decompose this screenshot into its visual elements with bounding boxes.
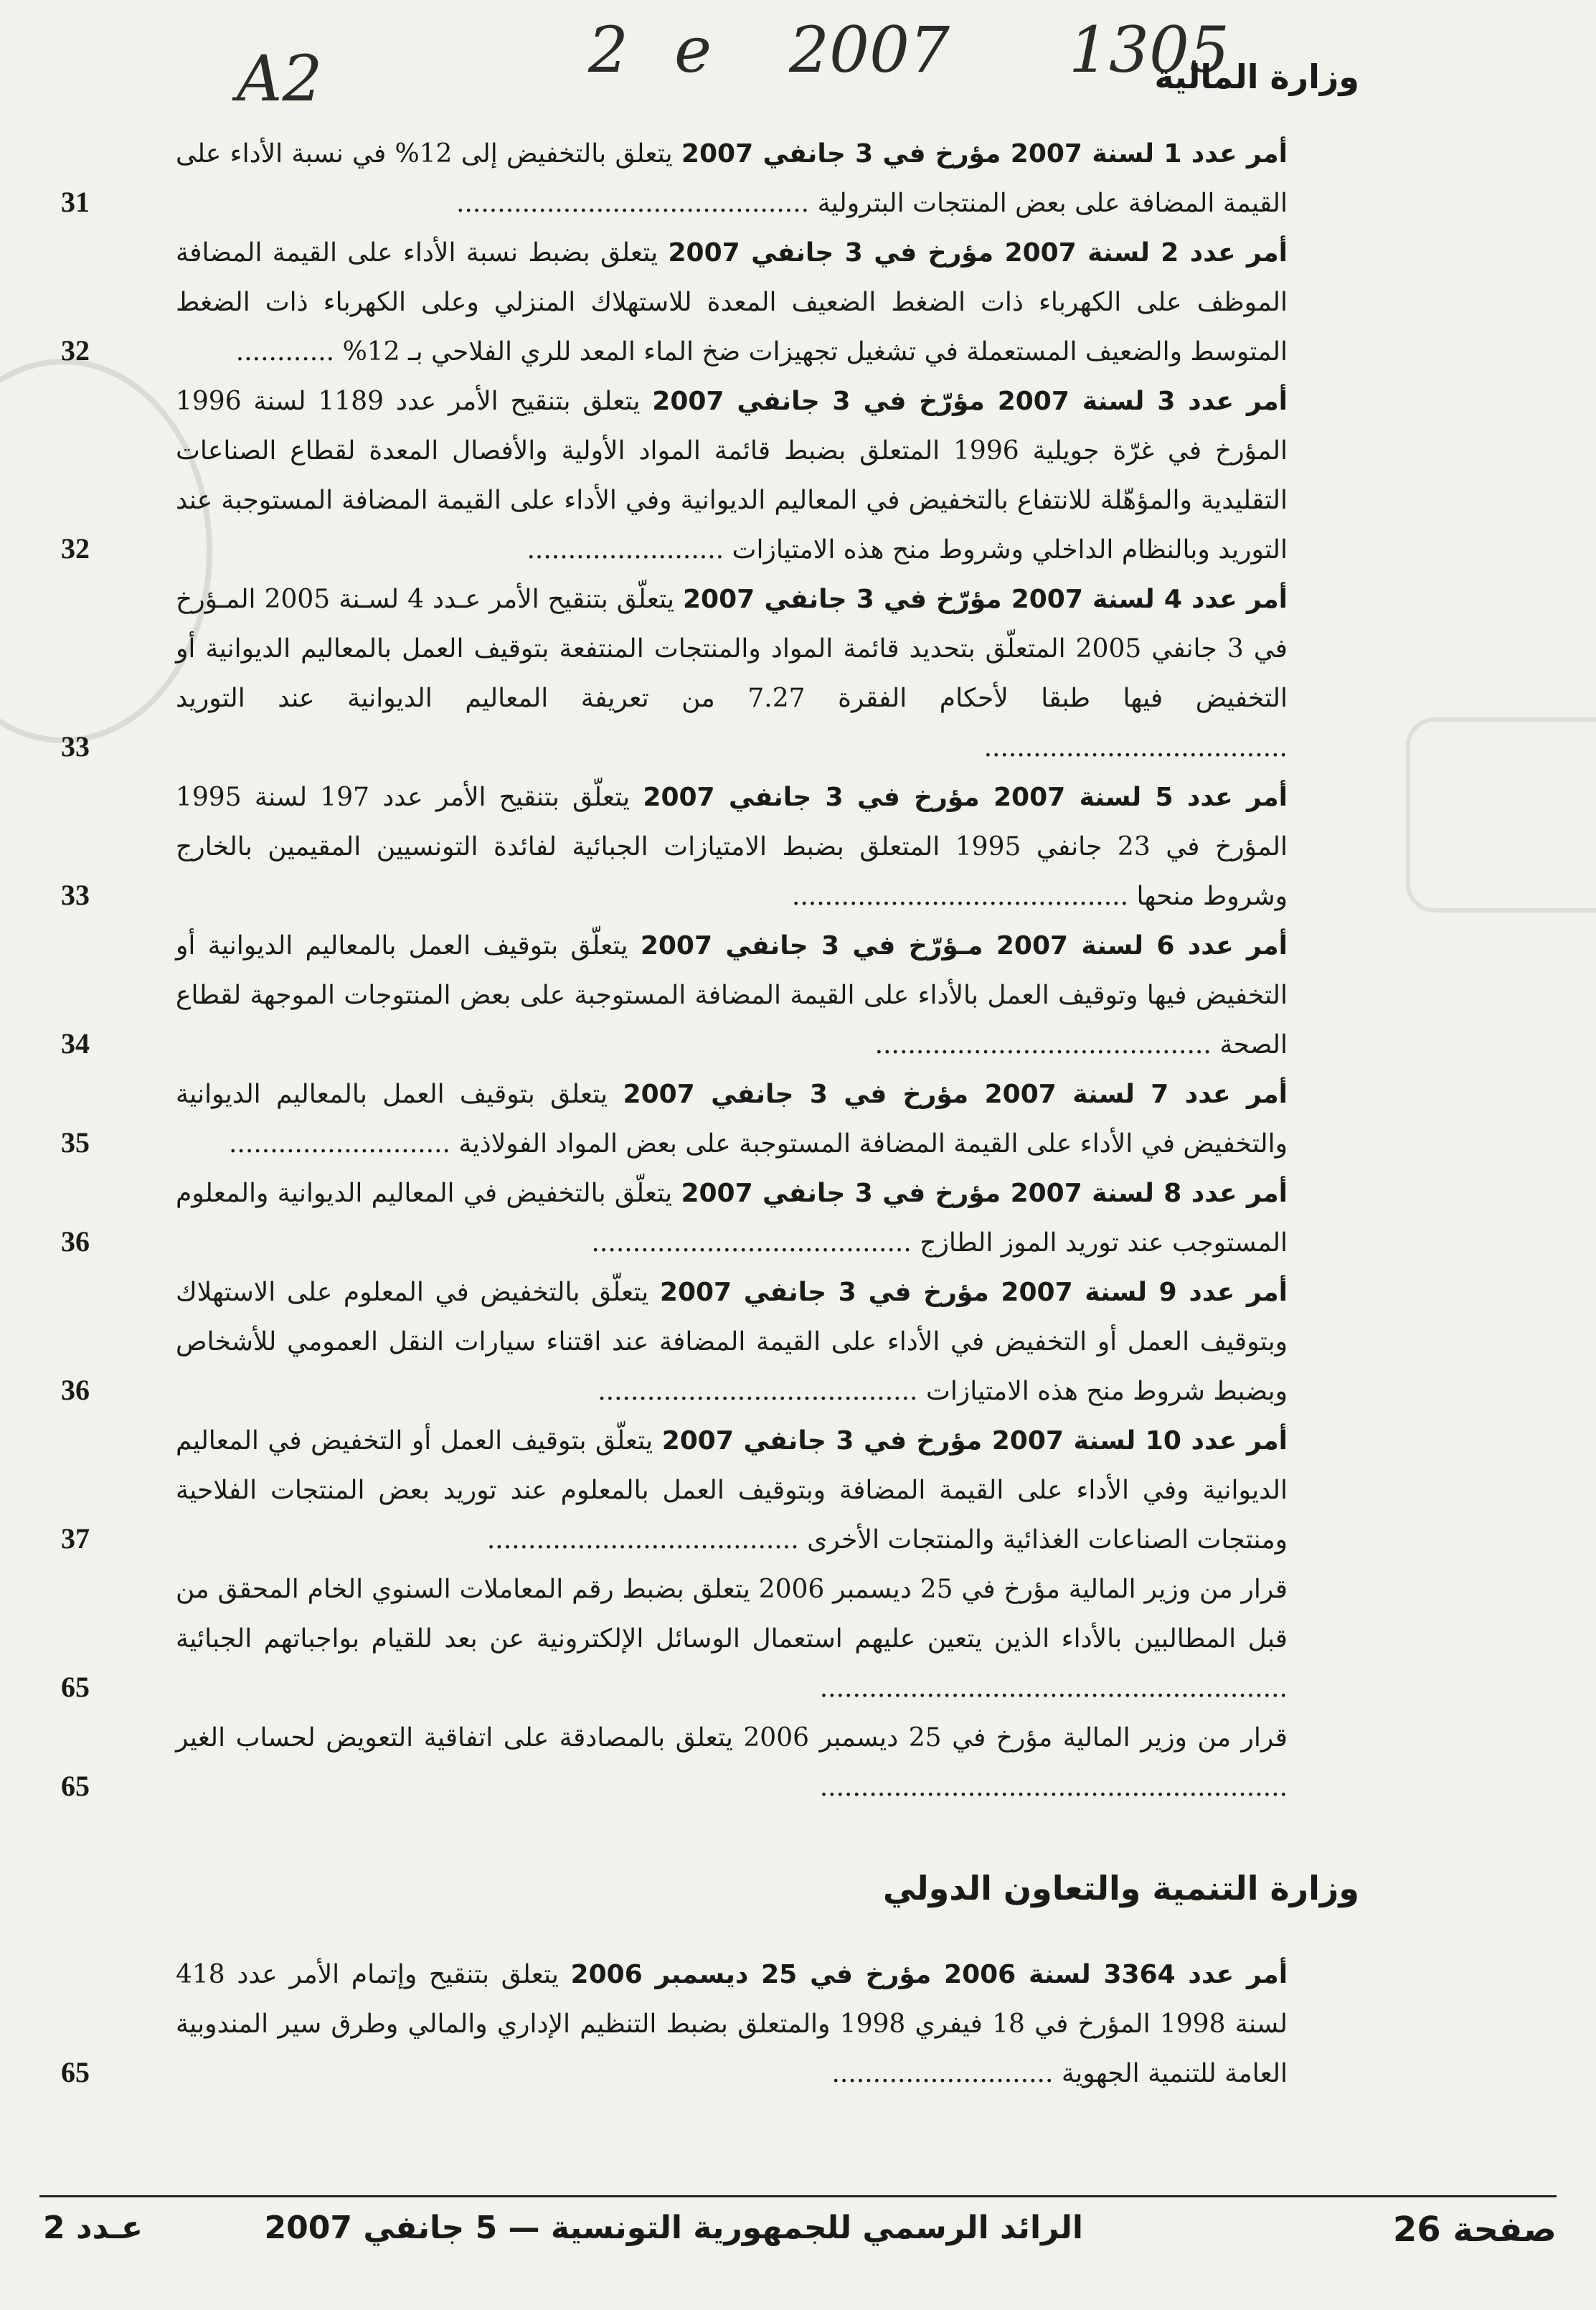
entry-text bbox=[176, 377, 1288, 575]
entry-page-number: 65 bbox=[61, 1770, 90, 1802]
footer-divider bbox=[39, 2195, 1557, 2197]
handwritten-letter: e bbox=[674, 13, 712, 87]
entry-description: يتعلّق بالتخفيض في المعاليم الديوانية والمعلوم المستوجب عند توريد الموز الطازج bbox=[176, 1179, 1288, 1258]
finance-entries-list bbox=[61, 129, 1288, 1812]
entry-description: يتعلق بالتخفيض إلى 12% في نسبة الأداء على القيمة المضافة على بعض المنتجات البترولية bbox=[176, 139, 1288, 218]
entry-leader-dots: ....................................... bbox=[598, 1377, 918, 1406]
entry-text bbox=[176, 1070, 1288, 1169]
entry-description: يتعلق بتنقيح وإتمام الأمر عدد 418 لسنة 1998 المؤرخ في 18 فيفري 1998 والمتعلق بضبط التنظيم الإداري والمالي وطرق سير المندوبية العامة للتنمية الجهوية bbox=[176, 1960, 1288, 2088]
entry-page-number: 36 bbox=[61, 1374, 90, 1406]
entry-description: يتعلق بضبط نسبة الأداء على القيمة المضافة الموظف على الكهرباء ذات الضغط الضعيف المعدة للاستهلاك المنزلي وعلى الكهرباء ذات الضغط المتوسط والضعيف المستعملة في تشغيل تجهيزات ضخ الماء المعد للري الفلاحي بـ 12% bbox=[176, 238, 1288, 367]
entry-text bbox=[176, 921, 1288, 1070]
entry-lead: أمر عدد 3 لسنة 2007 مؤرّخ في 3 جانفي 2007 bbox=[652, 387, 1288, 416]
entry-leader-dots: ........................... bbox=[831, 2059, 1054, 2088]
entry-page-number: 31 bbox=[61, 186, 90, 218]
entry-description: يتعلّق بتنقيح الأمر عدد 197 لسنة 1995 المؤرخ في 23 جانفي 1995 المتعلق بضبط الامتيازات الجبائية لفائدة التونسيين المقيمين بالخارج وشروط منحها bbox=[176, 783, 1288, 911]
entry-lead: أمر عدد 10 لسنة 2007 مؤرخ في 3 جانفي 2007 bbox=[661, 1426, 1288, 1456]
footer-issue-number: عـدد 2 bbox=[43, 2210, 143, 2246]
entry-description: قرار من وزير المالية مؤرخ في 25 ديسمبر 2006 يتعلق بضبط رقم المعاملات السنوي الخام المحقق من قبل المطالبين بالأداء الذين يتعين عليهم استعمال الوسائل الإلكترونية عن بعد للقيام بواجباتهم الجبائية bbox=[176, 1575, 1288, 1654]
entry-page-number: 37 bbox=[61, 1522, 90, 1555]
entry-page-number: 32 bbox=[61, 532, 90, 565]
entry-leader-dots: ....................................... bbox=[591, 1228, 912, 1258]
entry-page-number: 35 bbox=[61, 1126, 90, 1159]
section-title-development: وزارة التنمية والتعاون الدولي bbox=[882, 1869, 1359, 1908]
entry-text bbox=[176, 129, 1288, 228]
entry-page-number: 32 bbox=[61, 334, 90, 367]
entry-lead: أمر عدد 5 لسنة 2007 مؤرخ في 3 جانفي 2007 bbox=[643, 783, 1288, 812]
entry-page-number: 65 bbox=[61, 1671, 90, 1703]
toc-entry bbox=[61, 773, 1288, 921]
development-entries-list bbox=[61, 1950, 1288, 2098]
handwritten-code: A2 bbox=[237, 42, 323, 116]
entry-text bbox=[176, 1416, 1288, 1565]
toc-entry bbox=[61, 1416, 1288, 1565]
entry-leader-dots: ...................................... bbox=[486, 1525, 799, 1555]
entry-page-number: 33 bbox=[61, 879, 90, 911]
entry-leader-dots: ........................................... bbox=[456, 189, 810, 218]
toc-entry bbox=[61, 575, 1288, 773]
toc-entry bbox=[61, 1713, 1288, 1812]
toc-entry bbox=[61, 377, 1288, 575]
toc-entry bbox=[61, 1169, 1288, 1268]
page-footer bbox=[43, 2210, 1557, 2267]
entry-page-number: 36 bbox=[61, 1225, 90, 1258]
entry-description: يتعلق بتنقيح الأمر عدد 1189 لسنة 1996 المؤرخ في غرّة جويلية 1996 المتعلق بضبط قائمة المواد الأولية والأفصال المعدة لقطاع الصناعات التقليدية والمؤهّلة للانتفاع بالتخفيض في المعاليم الديوانية وفي الأداء على القيمة المضافة المستوجبة عند التوريد وبالنظام الداخلي وشروط منح هذه الامتيازات bbox=[176, 387, 1288, 565]
entry-text bbox=[176, 1950, 1288, 2098]
entry-leader-dots: ......................................................... bbox=[819, 1674, 1288, 1703]
toc-entry bbox=[61, 1565, 1288, 1713]
entry-text bbox=[176, 1169, 1288, 1268]
entry-lead: أمر عدد 2 لسنة 2007 مؤرخ في 3 جانفي 2007 bbox=[668, 238, 1288, 268]
entry-lead: أمر عدد 1 لسنة 2007 مؤرخ في 3 جانفي 2007 bbox=[681, 139, 1288, 169]
toc-entry bbox=[61, 1070, 1288, 1169]
entry-leader-dots: ..................................... bbox=[983, 733, 1288, 763]
entry-text bbox=[176, 773, 1288, 921]
handwritten-number: 1305 bbox=[1069, 13, 1229, 87]
toc-entry bbox=[61, 1268, 1288, 1416]
entry-leader-dots: ......................................... bbox=[874, 1030, 1212, 1060]
entry-description: يتعلّق بتوقيف العمل بالمعاليم الديوانية أو التخفيض فيها وتوقيف العمل بالأداء على القيمة المضافة المستوجبة على بعض المنتوجات الموجهة لقطاع الصحة bbox=[176, 931, 1288, 1060]
entry-lead: أمر عدد 3364 لسنة 2006 مؤرخ في 25 ديسمبر 2006 bbox=[570, 1960, 1288, 1989]
entry-text bbox=[176, 1565, 1288, 1713]
toc-entry bbox=[61, 1950, 1288, 2098]
entry-leader-dots: ......................................... bbox=[791, 882, 1129, 911]
handwritten-year: 2007 bbox=[789, 13, 950, 87]
toc-entry bbox=[61, 921, 1288, 1070]
entry-lead: أمر عدد 7 لسنة 2007 مؤرخ في 3 جانفي 2007 bbox=[623, 1080, 1288, 1109]
footer-page-number: صفحة 26 bbox=[1392, 2210, 1557, 2250]
entry-leader-dots: ........................... bbox=[228, 1129, 450, 1159]
entry-text bbox=[176, 575, 1288, 773]
entry-description: يتعلّق بتنقيح الأمر عـدد 4 لسـنة 2005 المـؤرخ في 3 جانفي 2005 المتعلّق بتحديد قائمة المواد والمنتجات المنتفعة بتوقيف العمل بالمعاليم الديوانية أو التخفيض فيها طبقا لأحكام الفقرة 7.27 من تعريفة المعاليم الديوانية عند التوريد bbox=[176, 585, 1288, 713]
entry-page-number: 33 bbox=[61, 730, 90, 763]
toc-entry bbox=[61, 228, 1288, 377]
entry-leader-dots: ............ bbox=[235, 337, 335, 367]
entry-leader-dots: ........................ bbox=[527, 535, 724, 565]
entry-description: يتعلّق بالتخفيض في المعلوم على الاستهلاك وبتوقيف العمل أو التخفيض في الأداء على القيمة المضافة عند اقتناء سيارات النقل العمومي للأشخاص وبضبط شروط منح هذه الامتيازات bbox=[176, 1278, 1288, 1406]
faded-stamp-right bbox=[1406, 717, 1596, 913]
entry-text bbox=[176, 228, 1288, 377]
entry-text bbox=[176, 1713, 1288, 1812]
entry-lead: أمر عدد 8 لسنة 2007 مؤرخ في 3 جانفي 2007 bbox=[681, 1179, 1288, 1208]
footer-journal-title: الرائد الرسمي للجمهورية التونسية — 5 جانفي 2007 bbox=[264, 2210, 1083, 2246]
handwritten-annotation bbox=[215, 13, 1229, 116]
entry-description: يتعلق بتوقيف العمل بالمعاليم الديوانية والتخفيض في الأداء على القيمة المضافة المستوجبة على بعض المواد الفولاذية bbox=[176, 1080, 1288, 1159]
entry-description: يتعلّق بتوقيف العمل أو التخفيض في المعاليم الديوانية وفي الأداء على القيمة المضافة وبتوقيف العمل بالمعلوم عند توريد بعض المنتجات الفلاحية ومنتجات الصناعات الغذائية والمنتجات الأخرى bbox=[176, 1426, 1288, 1555]
entry-lead: أمر عدد 6 لسنة 2007 مـؤرّخ في 3 جانفي 2007 bbox=[640, 931, 1288, 961]
entry-page-number: 34 bbox=[61, 1027, 90, 1060]
toc-entry bbox=[61, 129, 1288, 228]
entry-description: قرار من وزير المالية مؤرخ في 25 ديسمبر 2006 يتعلق بالمصادقة على اتفاقية التعويض لحساب الغير bbox=[176, 1723, 1288, 1753]
section-title-finance: وزارة المالية bbox=[1154, 57, 1359, 96]
entry-lead: أمر عدد 9 لسنة 2007 مؤرخ في 3 جانفي 2007 bbox=[659, 1278, 1288, 1307]
entry-leader-dots: ......................................................... bbox=[819, 1773, 1288, 1802]
entry-text bbox=[176, 1268, 1288, 1416]
entry-lead: أمر عدد 4 لسنة 2007 مؤرّخ في 3 جانفي 2007 bbox=[683, 585, 1288, 614]
handwritten-day: 2 bbox=[588, 13, 628, 87]
entry-page-number: 65 bbox=[61, 2056, 90, 2088]
